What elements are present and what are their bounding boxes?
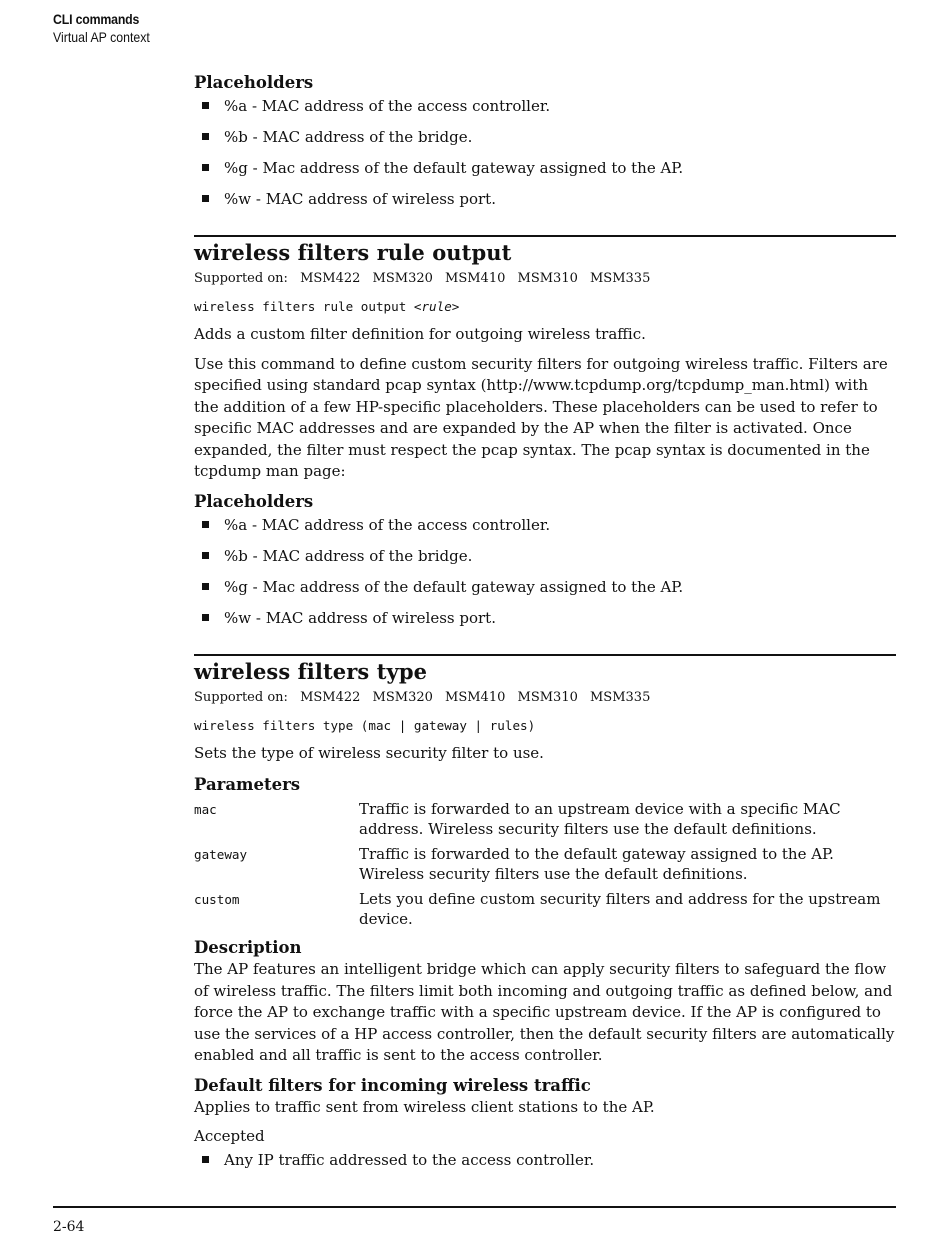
accepted-label: Accepted <box>194 1127 265 1145</box>
parameter-desc: Lets you define custom security filters and address for the upstream device. <box>359 890 881 928</box>
parameter-row <box>194 799 896 839</box>
placeholder-list <box>194 96 896 209</box>
accepted-list <box>194 1150 896 1170</box>
model-badge: MSM320 <box>372 271 433 286</box>
list-item: %a - MAC address of the access controller. <box>194 515 896 535</box>
footer-rule <box>53 1206 896 1208</box>
command-description: Use this command to define custom security filters for outgoing wireless traffic. Filters are specified using standard pcap syntax (http://www.tcpdump.org/tcpdump_man.html) with the addition of a few HP-specific placeholders. These placeholders can be used to refer to specific MAC addresses and are expanded by the AP when the filter is activated. Once expanded, the filter must respect the pcap syntax. The pcap syntax is documented in the tcpdump man page: <box>194 354 888 480</box>
model-badge: MSM310 <box>517 271 578 286</box>
command-filters-type <box>194 654 896 1170</box>
parameter-name: mac <box>194 802 217 817</box>
model-badge: MSM335 <box>590 689 651 705</box>
model-badge: MSM410 <box>445 271 506 286</box>
parameter-row <box>194 889 896 929</box>
parameter-name: custom <box>194 892 240 907</box>
command-title: wireless filters rule output <box>194 240 512 265</box>
model-badge: MSM410 <box>445 689 506 705</box>
supported-on <box>194 689 896 707</box>
syntax-arg: <rule> <box>413 299 460 314</box>
placeholders-heading: Placeholders <box>194 491 314 511</box>
page-content <box>194 72 896 1170</box>
parameters-heading: Parameters <box>194 775 301 794</box>
parameters-table <box>194 799 896 929</box>
running-header <box>53 10 163 46</box>
command-summary: Sets the type of wireless security filter to use. <box>194 743 544 762</box>
parameter-name: gateway <box>194 847 248 862</box>
model-badge: MSM422 <box>300 271 361 286</box>
description-text: The AP features an intelligent bridge which can apply security filters to safeguard the flow of wireless traffic. The filters limit both incoming and outgoing traffic as defined below, and force the AP to exchange traffic with a specific upstream device. If the AP is configured to use the services of a HP access controller, then the default security filters are automatically enabled and all traffic is sent to the access controller. <box>194 960 895 1064</box>
default-filters-heading: Default filters for incoming wireless traffic <box>194 1075 591 1095</box>
parameter-desc: Traffic is forwarded to the default gateway assigned to the AP. Wireless security filters use the default definitions. <box>359 845 834 883</box>
command-syntax: wireless filters type (mac | gateway | rules) <box>194 717 536 733</box>
command-rule-output <box>194 235 896 628</box>
list-item: %w - MAC address of wireless port. <box>194 608 896 628</box>
list-item: %g - Mac address of the default gateway assigned to the AP. <box>194 158 896 178</box>
placeholders-heading: Placeholders <box>194 73 314 92</box>
list-item: %g - Mac address of the default gateway assigned to the AP. <box>194 577 896 597</box>
command-title: wireless filters type <box>194 658 428 684</box>
supported-label: Supported on: <box>194 689 288 705</box>
list-item: %b - MAC address of the bridge. <box>194 546 896 566</box>
model-badge: MSM310 <box>517 689 578 705</box>
list-item: %a - MAC address of the access controller. <box>194 96 896 116</box>
syntax-text: wireless filters rule output <box>194 299 414 314</box>
page-number: 2-64 <box>53 1219 85 1235</box>
supported-on <box>194 270 896 288</box>
placeholders-section-top <box>194 72 896 209</box>
command-summary: Adds a custom filter definition for outgoing wireless traffic. <box>194 325 646 343</box>
parameter-desc: Traffic is forwarded to an upstream device with a specific MAC address. Wireless security filters use the default definitions. <box>359 800 841 838</box>
chapter-title: CLI commands <box>53 11 140 27</box>
list-item: %b - MAC address of the bridge. <box>194 127 896 147</box>
placeholder-list <box>194 515 896 628</box>
section-title: Virtual AP context <box>53 29 150 45</box>
supported-label: Supported on: <box>194 271 288 286</box>
list-item: %w - MAC address of wireless port. <box>194 189 896 209</box>
model-badge: MSM320 <box>372 689 433 705</box>
model-badge: MSM335 <box>590 271 651 286</box>
model-badge: MSM422 <box>300 689 361 705</box>
description-heading: Description <box>194 938 302 957</box>
list-item: Any IP traffic addressed to the access controller. <box>194 1150 896 1170</box>
default-filters-intro: Applies to traffic sent from wireless client stations to the AP. <box>194 1097 655 1116</box>
parameter-row <box>194 844 896 884</box>
command-syntax <box>194 298 896 316</box>
